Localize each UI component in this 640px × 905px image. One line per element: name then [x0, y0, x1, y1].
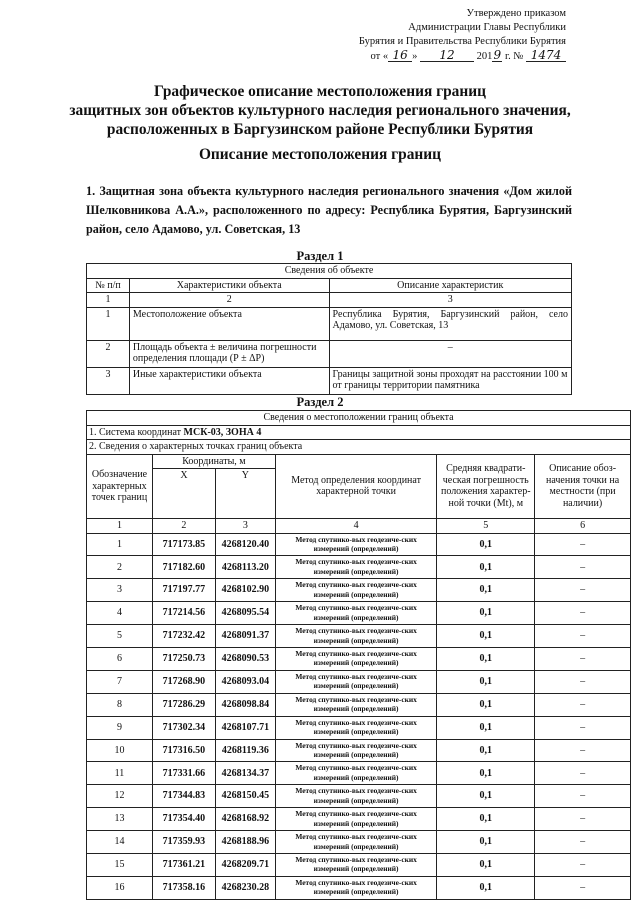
coord-y: 4268107.71: [215, 716, 275, 739]
desc-cell: –: [535, 876, 631, 899]
coord-y: 4268134.37: [215, 762, 275, 785]
coordinate-system: [87, 425, 631, 440]
coord-x: 717197.77: [152, 579, 215, 602]
approval-year-suffix: г. №: [502, 51, 524, 62]
index-cell: 2: [129, 293, 329, 308]
table-row: [87, 831, 631, 854]
coord-y: 4268113.20: [215, 556, 275, 579]
table-header-row: [87, 264, 572, 279]
coord-y: 4268093.04: [215, 670, 275, 693]
coord-x: 717286.29: [152, 693, 215, 716]
table-row: [87, 739, 631, 762]
point-number: 1: [87, 533, 153, 556]
error-cell: 0,1: [437, 853, 535, 876]
row-description: Границы защитной зоны проходят на расстоянии 100 м от границы территории памятника: [329, 367, 571, 394]
method-cell: Метод спутнико-вых геодезиче-ских измерений (определений): [275, 533, 437, 556]
table-row: [87, 340, 572, 367]
table-row: [87, 602, 631, 625]
index-cell: 1: [87, 293, 130, 308]
points-caption: 2. Сведения о характерных точках границ объекта: [87, 440, 631, 455]
row-number: 2: [87, 340, 130, 367]
approval-stamp: [316, 7, 566, 64]
col-number: № п/п: [87, 278, 130, 293]
desc-cell: –: [535, 533, 631, 556]
approval-line-3: Бурятия и Правительства Республики Бурятия: [358, 36, 566, 47]
error-cell: 0,1: [437, 602, 535, 625]
index-cell: 2: [152, 519, 215, 534]
desc-cell: –: [535, 853, 631, 876]
error-cell: 0,1: [437, 670, 535, 693]
coord-x: 717173.85: [152, 533, 215, 556]
table-row: [87, 670, 631, 693]
approval-number: 1474: [526, 49, 566, 62]
col-error: Средняя квадрати-ческая погрешность положения характер-ной точки (Mt), м: [437, 454, 535, 519]
point-number: 12: [87, 785, 153, 808]
coord-x: 717214.56: [152, 602, 215, 625]
point-number: 5: [87, 625, 153, 648]
error-cell: 0,1: [437, 762, 535, 785]
desc-cell: –: [535, 808, 631, 831]
desc-cell: –: [535, 693, 631, 716]
approval-line-2: Администрации Главы Республики: [408, 22, 566, 33]
table-row: [87, 579, 631, 602]
point-number: 2: [87, 556, 153, 579]
point-number: 3: [87, 579, 153, 602]
coord-x: 717232.42: [152, 625, 215, 648]
object-info-header: Сведения об объекте: [87, 264, 572, 279]
index-cell: 6: [535, 519, 631, 534]
coord-y: 4268090.53: [215, 647, 275, 670]
method-cell: Метод спутнико-вых геодезиче-ских измерений (определений): [275, 762, 437, 785]
table-row: [87, 716, 631, 739]
col-point: Обозначение характерных точек границ: [87, 454, 153, 519]
title-line-2: защитных зон объектов культурного наследия регионального значения,: [69, 102, 571, 119]
coord-x: 717344.83: [152, 785, 215, 808]
col-characteristic: Характеристики объекта: [129, 278, 329, 293]
approval-year-digit: 9: [493, 48, 502, 62]
method-cell: Метод спутнико-вых геодезиче-ских измерений (определений): [275, 556, 437, 579]
table-row: [87, 853, 631, 876]
row-characteristic: Площадь объекта ± величина погрешности определения площади (Р ± ΔР): [129, 340, 329, 367]
method-cell: Метод спутнико-вых геодезиче-ских измерений (определений): [275, 831, 437, 854]
method-cell: Метод спутнико-вых геодезиче-ских измерений (определений): [275, 716, 437, 739]
approval-date-line: [316, 49, 566, 64]
system-name: МСК-03, ЗОНА 4: [183, 426, 262, 438]
col-description: Описание характеристик: [329, 278, 571, 293]
desc-cell: –: [535, 579, 631, 602]
title-line-3: расположенных в Баргузинском районе Республики Бурятия: [106, 121, 534, 138]
error-cell: 0,1: [437, 556, 535, 579]
error-cell: 0,1: [437, 831, 535, 854]
desc-cell: –: [535, 647, 631, 670]
method-cell: Метод спутнико-вых геодезиче-ских измерений (определений): [275, 670, 437, 693]
error-cell: 0,1: [437, 533, 535, 556]
table-header-row: [87, 411, 631, 426]
method-cell: Метод спутнико-вых геодезиче-ских измерений (определений): [275, 579, 437, 602]
index-cell: 4: [275, 519, 437, 534]
table-row: [87, 808, 631, 831]
error-cell: 0,1: [437, 808, 535, 831]
error-cell: 0,1: [437, 625, 535, 648]
error-cell: 0,1: [437, 716, 535, 739]
coord-y: 4268188.96: [215, 831, 275, 854]
table-row: [87, 533, 631, 556]
error-cell: 0,1: [437, 693, 535, 716]
system-row: [87, 425, 631, 440]
method-cell: Метод спутнико-вых геодезиче-ских измерений (определений): [275, 625, 437, 648]
coord-x: 717268.90: [152, 670, 215, 693]
table-index-row: [87, 293, 572, 308]
point-number: 9: [87, 716, 153, 739]
coord-y: 4268098.84: [215, 693, 275, 716]
coord-x: 717358.16: [152, 876, 215, 899]
row-characteristic: Иные характеристики объекта: [129, 367, 329, 394]
point-number: 4: [87, 602, 153, 625]
table-row: [87, 785, 631, 808]
point-number: 6: [87, 647, 153, 670]
desc-cell: –: [535, 670, 631, 693]
approval-line-1: Утверждено приказом: [466, 8, 566, 19]
coord-x: 717359.93: [152, 831, 215, 854]
desc-cell: –: [535, 739, 631, 762]
method-cell: Метод спутнико-вых геодезиче-ских измерений (определений): [275, 602, 437, 625]
coord-x: 717316.50: [152, 739, 215, 762]
document-subtitle: Описание местоположения границ: [198, 146, 442, 163]
approval-day: 16: [388, 49, 412, 62]
row-number: 1: [87, 307, 130, 340]
table-row: [87, 647, 631, 670]
row-characteristic: Местоположение объекта: [129, 307, 329, 340]
coord-y: 4268230.28: [215, 876, 275, 899]
boundary-points-table: [86, 410, 631, 900]
system-prefix: 1. Система координат: [89, 426, 184, 438]
coord-x: 717361.21: [152, 853, 215, 876]
coord-x: 717302.34: [152, 716, 215, 739]
error-cell: 0,1: [437, 579, 535, 602]
col-desc: Описание обоз-начения точки на местности (при наличии): [535, 454, 631, 519]
coord-y: 4268102.90: [215, 579, 275, 602]
table-row: [87, 762, 631, 785]
caption-row: [87, 440, 631, 455]
point-number: 10: [87, 739, 153, 762]
approval-ot-prefix: от «: [370, 51, 389, 62]
method-cell: Метод спутнико-вых геодезиче-ских измерений (определений): [275, 739, 437, 762]
method-cell: Метод спутнико-вых геодезиче-ских измерений (определений): [275, 876, 437, 899]
coord-x: 717250.73: [152, 647, 215, 670]
section-2-title: Раздел 2: [296, 395, 344, 409]
table-column-row: [87, 454, 631, 469]
col-x: X: [152, 469, 215, 519]
point-number: 13: [87, 808, 153, 831]
method-cell: Метод спутнико-вых геодезиче-ских измерений (определений): [275, 785, 437, 808]
error-cell: 0,1: [437, 785, 535, 808]
table-row: [87, 625, 631, 648]
row-description: –: [329, 340, 571, 367]
method-cell: Метод спутнико-вых геодезиче-ских измерений (определений): [275, 808, 437, 831]
object-info-table: [86, 263, 572, 395]
title-line-1: Графическое описание местоположения границ: [154, 83, 486, 100]
boundary-points-body: [87, 533, 631, 899]
approval-year-prefix: 201: [476, 51, 493, 62]
point-number: 15: [87, 853, 153, 876]
coord-y: 4268119.36: [215, 739, 275, 762]
coord-y: 4268095.54: [215, 602, 275, 625]
coord-y: 4268150.45: [215, 785, 275, 808]
coord-x: 717354.40: [152, 808, 215, 831]
table-index-row: [87, 519, 631, 534]
desc-cell: –: [535, 785, 631, 808]
desc-cell: –: [535, 602, 631, 625]
error-cell: 0,1: [437, 876, 535, 899]
coord-y: 4268209.71: [215, 853, 275, 876]
index-cell: 5: [437, 519, 535, 534]
desc-cell: –: [535, 716, 631, 739]
coord-y: 4268091.37: [215, 625, 275, 648]
index-cell: 3: [329, 293, 571, 308]
coord-x: 717182.60: [152, 556, 215, 579]
approval-ot-mid: »: [412, 51, 418, 62]
coord-x: 717331.66: [152, 762, 215, 785]
index-cell: 3: [215, 519, 275, 534]
boundary-header: Сведения о местоположении границ объекта: [87, 411, 631, 426]
point-number: 11: [87, 762, 153, 785]
point-number: 7: [87, 670, 153, 693]
table-column-row: [87, 278, 572, 293]
coord-y: 4268120.40: [215, 533, 275, 556]
error-cell: 0,1: [437, 739, 535, 762]
item-1-heading: 1. Защитная зона объекта культурного наследия регионального значения «Дом жилой Шелковникова А.А.», расположенного по адресу: Республика Бурятия, Баргузинский район, село Адамово, ул. Советская, 13: [86, 184, 572, 236]
approval-month: 12: [420, 49, 474, 62]
row-description: Республика Бурятия, Баргузинский район, село Адамово, ул. Советская, 13: [329, 307, 571, 340]
method-cell: Метод спутнико-вых геодезиче-ских измерений (определений): [275, 853, 437, 876]
coord-y: 4268168.92: [215, 808, 275, 831]
col-y: Y: [215, 469, 275, 519]
desc-cell: –: [535, 831, 631, 854]
desc-cell: –: [535, 625, 631, 648]
method-cell: Метод спутнико-вых геодезиче-ских измерений (определений): [275, 693, 437, 716]
row-number: 3: [87, 367, 130, 394]
table-row: [87, 693, 631, 716]
point-number: 8: [87, 693, 153, 716]
section-1-title: Раздел 1: [296, 249, 344, 263]
document-title: [0, 82, 640, 139]
point-number: 16: [87, 876, 153, 899]
desc-cell: –: [535, 556, 631, 579]
table-row: [87, 876, 631, 899]
method-cell: Метод спутнико-вых геодезиче-ских измерений (определений): [275, 647, 437, 670]
col-method: Метод определения координат характерной точки: [275, 454, 437, 519]
point-number: 14: [87, 831, 153, 854]
desc-cell: –: [535, 762, 631, 785]
error-cell: 0,1: [437, 647, 535, 670]
col-coords: Координаты, м: [152, 454, 275, 469]
table-row: [87, 367, 572, 394]
index-cell: 1: [87, 519, 153, 534]
table-row: [87, 556, 631, 579]
table-row: [87, 307, 572, 340]
